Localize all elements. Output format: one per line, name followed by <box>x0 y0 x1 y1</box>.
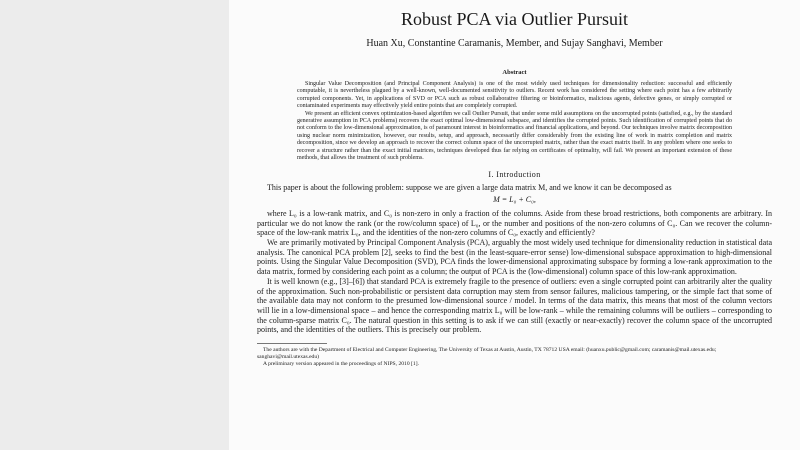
author-list: Huan Xu, Constantine Caramanis, Member, and Sujay Sanghavi, Member <box>366 38 663 49</box>
paper-page <box>229 0 800 450</box>
footnote-rule <box>257 343 327 344</box>
body-paragraph: where L₀ is a low-rank matrix, and C₀ is non-zero in only a fraction of the columns. Aside from these broad restrictions, both components are arbitrary. In particular we do not know the rank (or the row/column space) of L₀, or the number and positions of the non-zero columns of C₀. Can we recover the column-space of the low-rank matrix L₀, and the identities of the non-zero columns of C₀, exactly and efficiently? <box>257 208 772 238</box>
abstract-paragraph: We present an efficient convex optimization-based algorithm we call Outlier Pursuit, that under some mild assumptions on the uncorrupted points (satisfied, e.g., by the standard generative assumption in PCA problems) recovers the exact optimal low-dimensional subspace, and identifies the corrupted points. Such identification of corrupted points that do not conform to the low-dimensional approximation, is of paramount interest in bioinformatics and financial applications, and beyond. Our techniques involve matrix decomposition using nuclear norm minimization, however, our results, setup, and approach, necessarily differ considerably from the existing line of work in matrix completion and matrix decomposition, since we develop an approach to recover the correct column space of the uncorrupted matrix, rather than the exact matrix itself. In any problem where one seeks to recover a structure rather than the exact initial matrices, techniques developed thus far relying on certificates of optimality, will fail. We present an important extension of these methods, that allows the treatment of such problems. <box>297 110 732 162</box>
body-paragraph: It is well known (e.g., [3]–[6]) that standard PCA is extremely fragile to the presence of outliers: even a single corrupted point can arbitrarily alter the quality of the approximation. Such non-probabilistic or persistent data corruption may stem from sensor failures, malicious tampering, or the simple fact that some of the available data may not conform to the presumed low-dimensional source / model. In terms of the data matrix, this means that most of the column vectors will lie in a low-dimensional space – and hence the corresponding matrix L₀ will be low-rank – while the remaining columns will be outliers – corresponding to the column-sparse matrix C₀. The natural question in this setting is to ask if we can still (exactly or near-exactly) recover the column space of the uncorrupted points, and the identities of the outliers. This is precisely our problem. <box>257 276 772 335</box>
section-heading: I. Introduction <box>488 170 541 180</box>
abstract <box>297 81 732 162</box>
introduction-body <box>257 183 772 335</box>
footnote: A preliminary version appeared in the proceedings of NIPS, 2010 [1]. <box>263 360 419 367</box>
page-content <box>257 0 772 367</box>
equation: M = L₀ + C₀, <box>493 195 536 205</box>
abstract-paragraph: Singular Value Decomposition (and Principal Component Analysis) is one of the most widely used techniques for dimensionality reduction: successful and efficiently computable, it is nevertheless plagued by a well-known, well-documented sensitivity to outliers. Recent work has considered the setting where each point has a few arbitrarily corrupted components. Yet, in applications of SVD or PCA such as robust collaborative filtering or bioinformatics, malicious agents, defective genes, or simply corrupted or contaminated experiments may effectively yield entire points that are completely corrupted. <box>297 81 732 110</box>
footnotes <box>257 347 772 367</box>
footnote: The authors are with the Department of Electrical and Computer Engineering, The University of Texas at Austin, Austin, TX 78712 USA email: (huanxu.public@gmail.com; caramanis@mail.utexas.edu; sanghavi@mail.utexas.edu) <box>257 347 717 360</box>
paper-title: Robust PCA via Outlier Pursuit <box>400 9 629 29</box>
body-paragraph: This paper is about the following problem: suppose we are given a large data matrix M, and we know it can be decomposed as <box>267 183 672 193</box>
abstract-heading: Abstract <box>502 69 527 76</box>
body-paragraph: We are primarily motivated by Principal Component Analysis (PCA), arguably the most widely used technique for dimensionality reduction in statistical data analysis. The canonical PCA problem [2], seeks to find the best (in the least-square-error sense) low-dimensional subspace approximation to high-dimensional points. Using the Singular Value Decomposition (SVD), PCA finds the lower-dimensional approximating subspace by forming a low-rank approximation to the data matrix, formed by considering each point as a column; the output of PCA is the (low-dimensional) column space of this low-rank approximation. <box>257 237 772 277</box>
